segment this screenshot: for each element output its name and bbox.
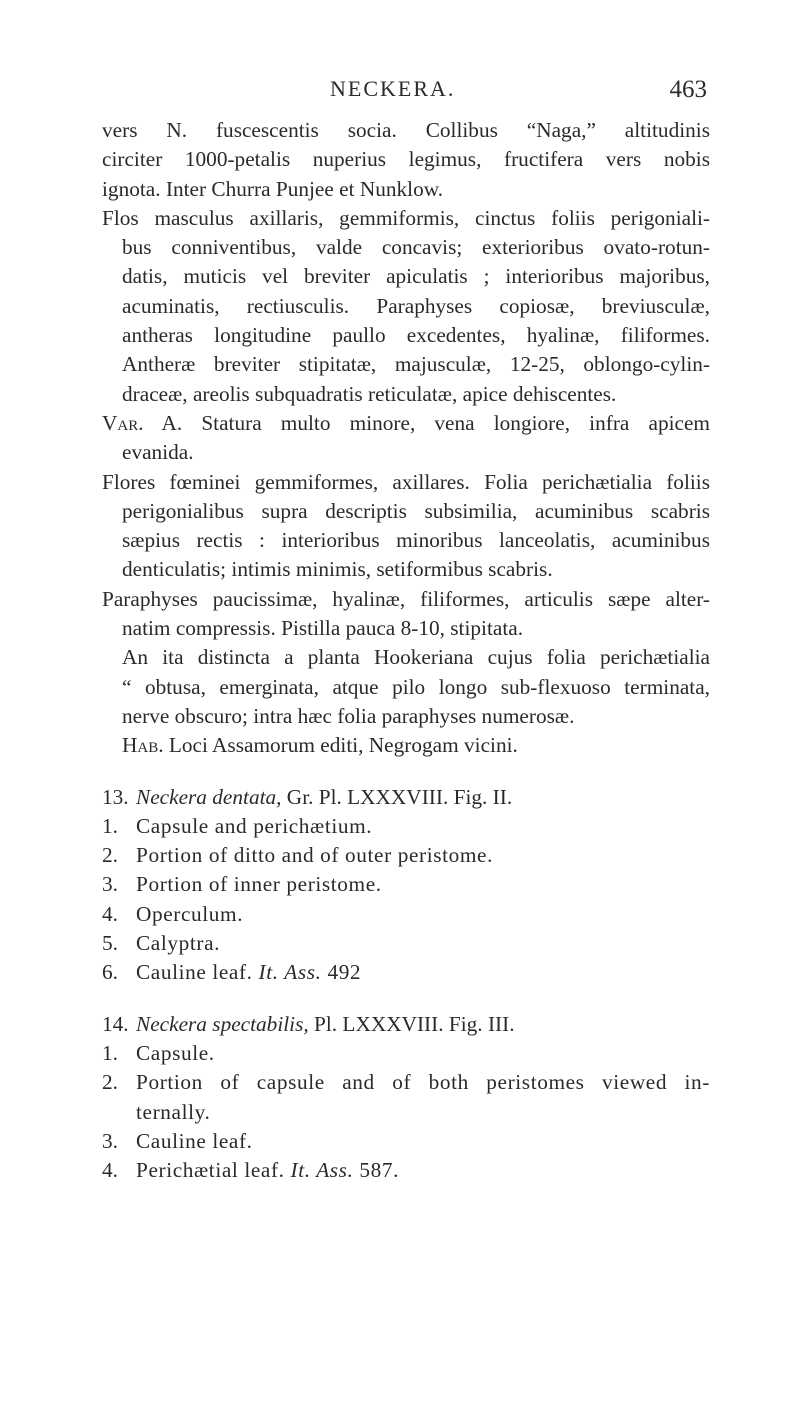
list-item bbox=[102, 812, 710, 841]
paragraph-habitat bbox=[102, 731, 710, 760]
variety-label: Var. bbox=[102, 410, 144, 435]
text-line: denticulatis; intimis minimis, setiformibus scabris. bbox=[122, 557, 553, 582]
item-text-main: Cauline leaf. bbox=[136, 960, 259, 985]
item-text bbox=[136, 1156, 710, 1185]
item-number: 1. bbox=[102, 1040, 118, 1065]
list-item bbox=[102, 958, 710, 987]
plate-reference: Gr. Pl. LXXXVIII. Fig. II. bbox=[281, 784, 513, 809]
text-line: bus conniventibus, valde concavis; exterioribus ovato-rotun- bbox=[122, 235, 710, 260]
item-text-tail: 492 bbox=[321, 960, 362, 985]
item-text: Portion of inner peristome. bbox=[136, 872, 382, 897]
running-head bbox=[0, 76, 800, 106]
paragraph-female-flower bbox=[102, 468, 710, 732]
species-number: 13. bbox=[102, 784, 129, 809]
item-text: Calyptra. bbox=[136, 931, 221, 956]
list-item bbox=[102, 1068, 710, 1127]
text-line: nerve obscuro; intra hæc folia paraphyses numerosæ. bbox=[122, 703, 575, 728]
habitat-text: Loci Assamorum editi, Negrogam vicini. bbox=[163, 733, 518, 758]
item-text-italic: It. Ass. bbox=[258, 960, 322, 985]
item-number: 3. bbox=[102, 872, 118, 897]
item-text bbox=[136, 958, 710, 987]
text-line: An ita distincta a planta Hookeriana cujus folia perichætialia bbox=[122, 645, 710, 670]
item-text: Portion of ditto and of outer peristome. bbox=[136, 843, 494, 868]
running-title: NECKERA. bbox=[330, 76, 456, 101]
item-number: 6. bbox=[102, 960, 118, 985]
variety-text: A. Statura multo minore, vena longiore, infra apicem bbox=[143, 410, 710, 435]
species-number: 14. bbox=[102, 1011, 129, 1036]
list-item bbox=[102, 1156, 710, 1185]
main-text bbox=[102, 116, 710, 1185]
text-line: perigonialibus supra descriptis subsimilia, acuminibus scabris bbox=[122, 498, 710, 523]
text-line: Flos masculus axillaris, gemmiformis, cinctus foliis perigoniali- bbox=[102, 205, 710, 230]
item-number: 5. bbox=[102, 931, 118, 956]
list-item bbox=[102, 900, 710, 929]
text-line: Flores fœminei gemmiformes, axillares. Folia perichætialia foliis bbox=[102, 469, 710, 494]
item-text-line: ternally. bbox=[136, 1099, 211, 1124]
figure-list-14 bbox=[102, 1039, 710, 1185]
species-heading-13 bbox=[102, 783, 710, 812]
item-number: 4. bbox=[102, 1158, 118, 1183]
paragraph-habitat-note bbox=[102, 116, 710, 204]
item-number: 2. bbox=[102, 843, 118, 868]
plate-reference: Pl. LXXXVIII. Fig. III. bbox=[308, 1011, 515, 1036]
item-number: 2. bbox=[102, 1070, 118, 1095]
list-item bbox=[102, 1039, 710, 1068]
text-line: circiter 1000-petalis nuperius legimus, fructifera vers nobis bbox=[102, 147, 710, 172]
text-line: acuminatis, rectiusculis. Paraphyses copiosæ, breviusculæ, bbox=[122, 293, 710, 318]
list-item bbox=[102, 870, 710, 899]
item-text-tail: 587. bbox=[353, 1158, 400, 1183]
text-line: Antheræ breviter stipitatæ, majusculæ, 12-25, oblongo-cylin- bbox=[122, 352, 710, 377]
text-line: evanida. bbox=[122, 440, 194, 465]
paragraph-male-flower bbox=[102, 204, 710, 409]
text-line: ignota. Inter Churra Punjee et Nunklow. bbox=[102, 176, 444, 201]
item-text bbox=[136, 1068, 710, 1127]
figure-list-13 bbox=[102, 812, 710, 988]
species-name: Neckera dentata, bbox=[136, 784, 282, 809]
item-number: 3. bbox=[102, 1128, 118, 1153]
habitat-label: Hab. bbox=[122, 733, 164, 758]
text-line: draceæ, areolis subquadratis reticulatæ, apice dehiscentes. bbox=[122, 381, 617, 406]
item-text: Cauline leaf. bbox=[136, 1128, 253, 1153]
item-number: 4. bbox=[102, 901, 118, 926]
item-number: 1. bbox=[102, 813, 118, 838]
text-line: antheras longitudine paullo excedentes, hyalinæ, filiformes. bbox=[122, 323, 710, 348]
page-number: 463 bbox=[669, 76, 707, 103]
species-name: Neckera spectabilis, bbox=[136, 1011, 309, 1036]
text-line: Paraphyses paucissimæ, hyalinæ, filiformes, articulis sæpe alter- bbox=[102, 586, 710, 611]
text-line bbox=[102, 731, 710, 760]
item-text-italic: It. Ass. bbox=[290, 1158, 354, 1183]
paragraph-variety bbox=[102, 409, 710, 468]
text-line bbox=[102, 409, 710, 438]
species-heading-14 bbox=[102, 1010, 710, 1039]
list-item bbox=[102, 929, 710, 958]
item-text-line: Portion of capsule and of both peristomes viewed in- bbox=[136, 1070, 710, 1095]
list-item bbox=[102, 1127, 710, 1156]
text-line: natim compressis. Pistilla pauca 8-10, stipitata. bbox=[122, 616, 524, 641]
item-text: Capsule and perichætium. bbox=[136, 813, 373, 838]
text-line: sæpius rectis : interioribus minoribus lanceolatis, acuminibus bbox=[122, 528, 710, 553]
text-line: vers N. fuscescentis socia. Collibus “Naga,” altitudinis bbox=[102, 118, 710, 142]
text-line: “ obtusa, emerginata, atque pilo longo sub-flexuoso terminata, bbox=[122, 674, 710, 699]
item-text: Operculum. bbox=[136, 901, 244, 926]
item-text-main: Perichætial leaf. bbox=[136, 1158, 291, 1183]
list-item bbox=[102, 841, 710, 870]
item-text: Capsule. bbox=[136, 1040, 215, 1065]
text-line: datis, muticis vel breviter apiculatis ; interioribus majoribus, bbox=[122, 264, 710, 289]
